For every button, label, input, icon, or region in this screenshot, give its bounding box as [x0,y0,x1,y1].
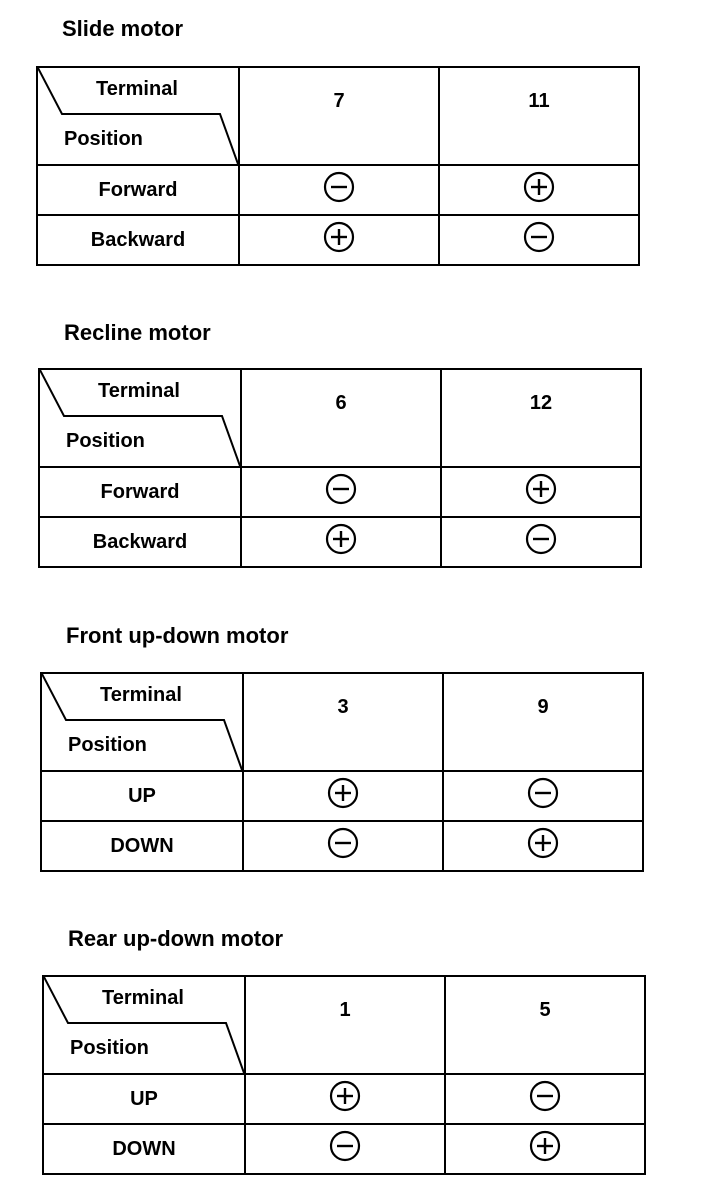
section-title: Front up-down motor [66,623,289,648]
terminal-header-label: Terminal [98,380,180,402]
corner-header-cell [37,67,239,165]
plus-icon [324,522,358,562]
terminal-header-label: Terminal [96,78,178,100]
minus-icon [326,826,360,866]
terminal-number: 1 [339,999,351,1021]
plus-icon [524,472,558,512]
position-label: UP [41,771,243,821]
terminal-header-cell [239,67,439,165]
terminal-header-label: Terminal [100,684,182,706]
plus-icon [528,1129,562,1169]
position-label: DOWN [41,821,243,871]
minus-icon [324,472,358,512]
plus-icon [526,826,560,866]
terminal-header-cell [445,976,645,1074]
polarity-cell [439,165,639,215]
table-row [37,215,639,265]
table-row [43,1124,645,1174]
terminal-number: 5 [539,999,551,1021]
terminal-number: 12 [529,392,553,414]
corner-header-cell [43,976,245,1074]
terminal-header-cell [241,369,441,467]
position-label: Backward [37,215,239,265]
table-row [43,1074,645,1124]
table-header-row [39,369,641,467]
polarity-cell [439,215,639,265]
plus-icon [322,220,356,260]
section-title: Recline motor [64,320,211,345]
position-label: Forward [37,165,239,215]
table-row [39,517,641,567]
polarity-cell [243,771,443,821]
minus-icon [522,220,556,260]
corner-header-cell [41,673,243,771]
terminal-header-cell [443,673,643,771]
polarity-cell [241,517,441,567]
position-header-label: Position [66,430,145,452]
position-header-label: Position [68,734,147,756]
position-label: Backward [39,517,241,567]
polarity-cell [441,467,641,517]
position-header-label: Position [64,128,143,150]
polarity-cell [241,467,441,517]
polarity-cell [443,771,643,821]
polarity-cell [243,821,443,871]
table-header-row [43,976,645,1074]
section-title: Slide motor [62,16,184,41]
terminal-number: 3 [337,696,349,718]
table-header-row [41,673,643,771]
polarity-cell [245,1124,445,1174]
plus-icon [326,776,360,816]
table-row [39,467,641,517]
motor-table [40,672,644,872]
plus-icon [328,1079,362,1119]
polarity-cell [445,1124,645,1174]
polarity-cell [443,821,643,871]
motor-table [36,66,640,266]
table-row [41,771,643,821]
polarity-cell [239,215,439,265]
table-row [37,165,639,215]
polarity-cell [245,1074,445,1124]
position-header-label: Position [70,1037,149,1059]
position-label: UP [43,1074,245,1124]
terminal-number: 7 [333,90,345,112]
minus-icon [524,522,558,562]
section-title: Rear up-down motor [68,926,284,951]
terminal-number: 6 [335,392,347,414]
position-label: DOWN [43,1124,245,1174]
terminal-header-cell [439,67,639,165]
polarity-cell [445,1074,645,1124]
corner-header-cell [39,369,241,467]
table-row [41,821,643,871]
terminal-number: 11 [528,90,550,112]
plus-icon [522,170,556,210]
minus-icon [526,776,560,816]
terminal-number: 9 [537,696,549,718]
minus-icon [528,1079,562,1119]
terminal-header-cell [243,673,443,771]
motor-table [42,975,646,1175]
minus-icon [328,1129,362,1169]
position-label: Forward [39,467,241,517]
minus-icon [322,170,356,210]
terminal-header-cell [245,976,445,1074]
polarity-cell [441,517,641,567]
terminal-header-label: Terminal [102,987,184,1009]
table-header-row [37,67,639,165]
motor-table [38,368,642,568]
terminal-header-cell [441,369,641,467]
polarity-cell [239,165,439,215]
